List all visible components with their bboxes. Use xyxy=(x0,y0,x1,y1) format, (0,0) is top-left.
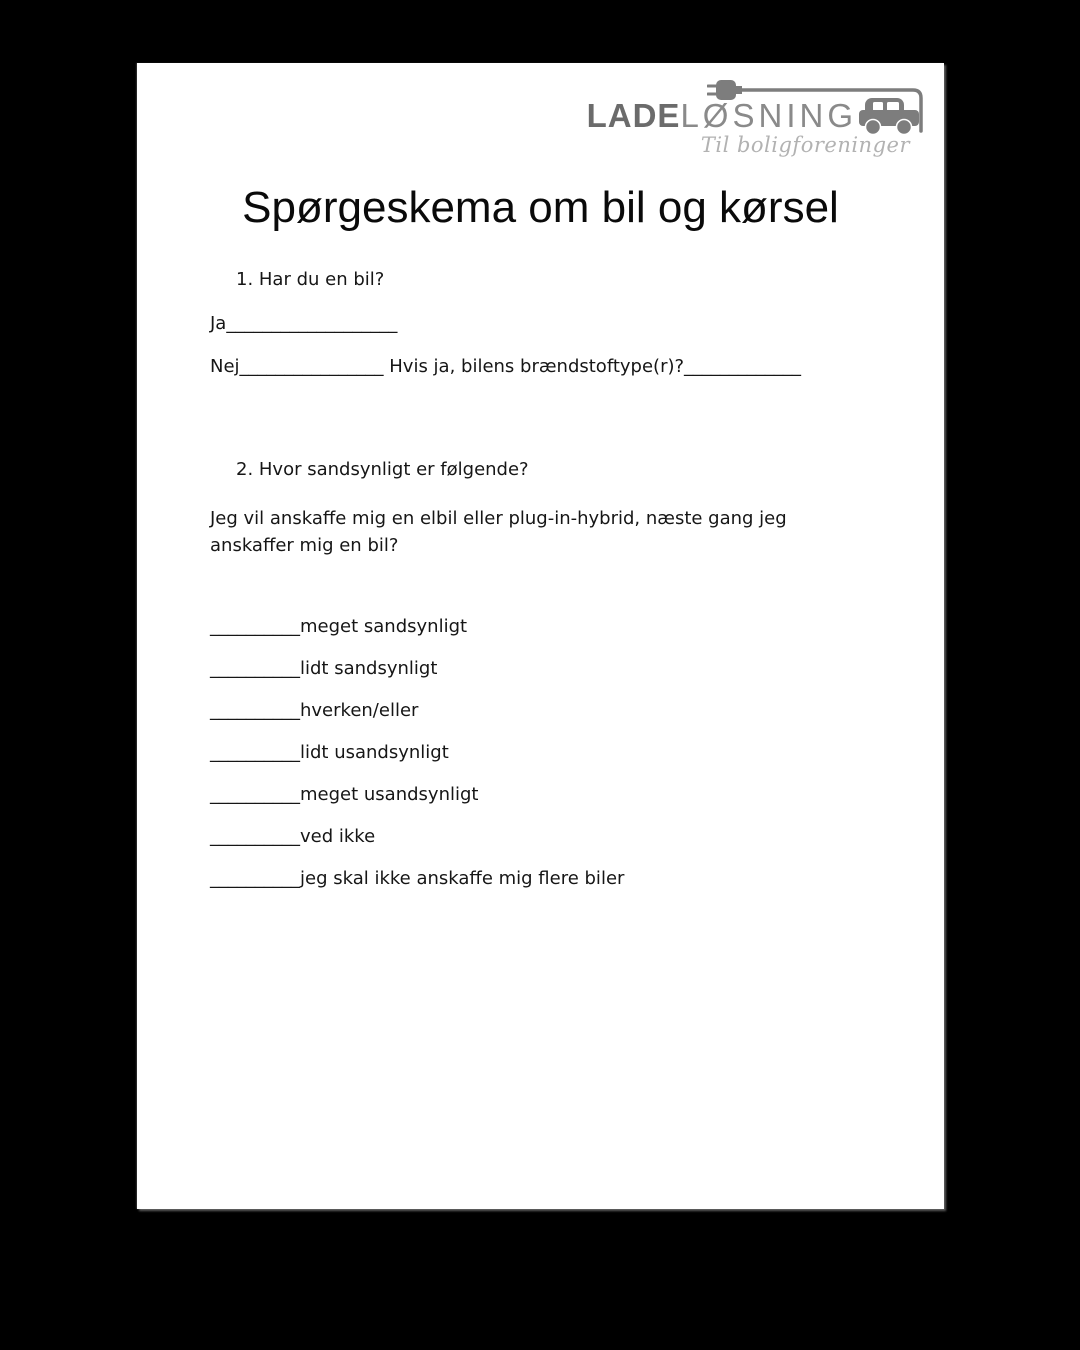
option-line: __________jeg skal ikke anskaffe mig flere biler xyxy=(210,868,625,889)
option-line: __________lidt usandsynligt xyxy=(210,742,449,763)
page-title: Spørgeskema om bil og kørsel xyxy=(242,183,839,232)
brand-name-bold: LADE xyxy=(586,97,681,134)
options-list xyxy=(210,616,624,910)
answer-line-ja: Ja___________________ xyxy=(210,313,398,334)
question-2-heading: 2. Hvor sandsynligt er følgende? xyxy=(236,459,529,480)
question-2-intro-line-1: Jeg vil anskaffe mig en elbil eller plug-in-hybrid, næste gang jeg xyxy=(210,508,787,529)
answer-line-nej: Nej________________ Hvis ja, bilens brændstoftype(r)?_____________ xyxy=(210,356,802,377)
brand-name-light: LØSNING xyxy=(680,97,857,134)
brand-logo xyxy=(137,63,944,173)
car-icon xyxy=(858,95,920,135)
question-1-heading: 1. Har du en bil? xyxy=(236,269,385,290)
option-line: __________ved ikke xyxy=(210,826,376,847)
option-line: __________hverken/eller xyxy=(210,700,419,721)
option-line: __________meget sandsynligt xyxy=(210,616,468,637)
document-page xyxy=(137,63,944,1209)
option-line: __________lidt sandsynligt xyxy=(210,658,438,679)
question-2-intro xyxy=(210,505,787,559)
brand-tagline: Til boligforeninger xyxy=(700,133,910,157)
question-2-intro-line-2: anskaffer mig en bil? xyxy=(210,535,399,556)
brand-name xyxy=(587,99,857,132)
option-line: __________meget usandsynligt xyxy=(210,784,479,805)
